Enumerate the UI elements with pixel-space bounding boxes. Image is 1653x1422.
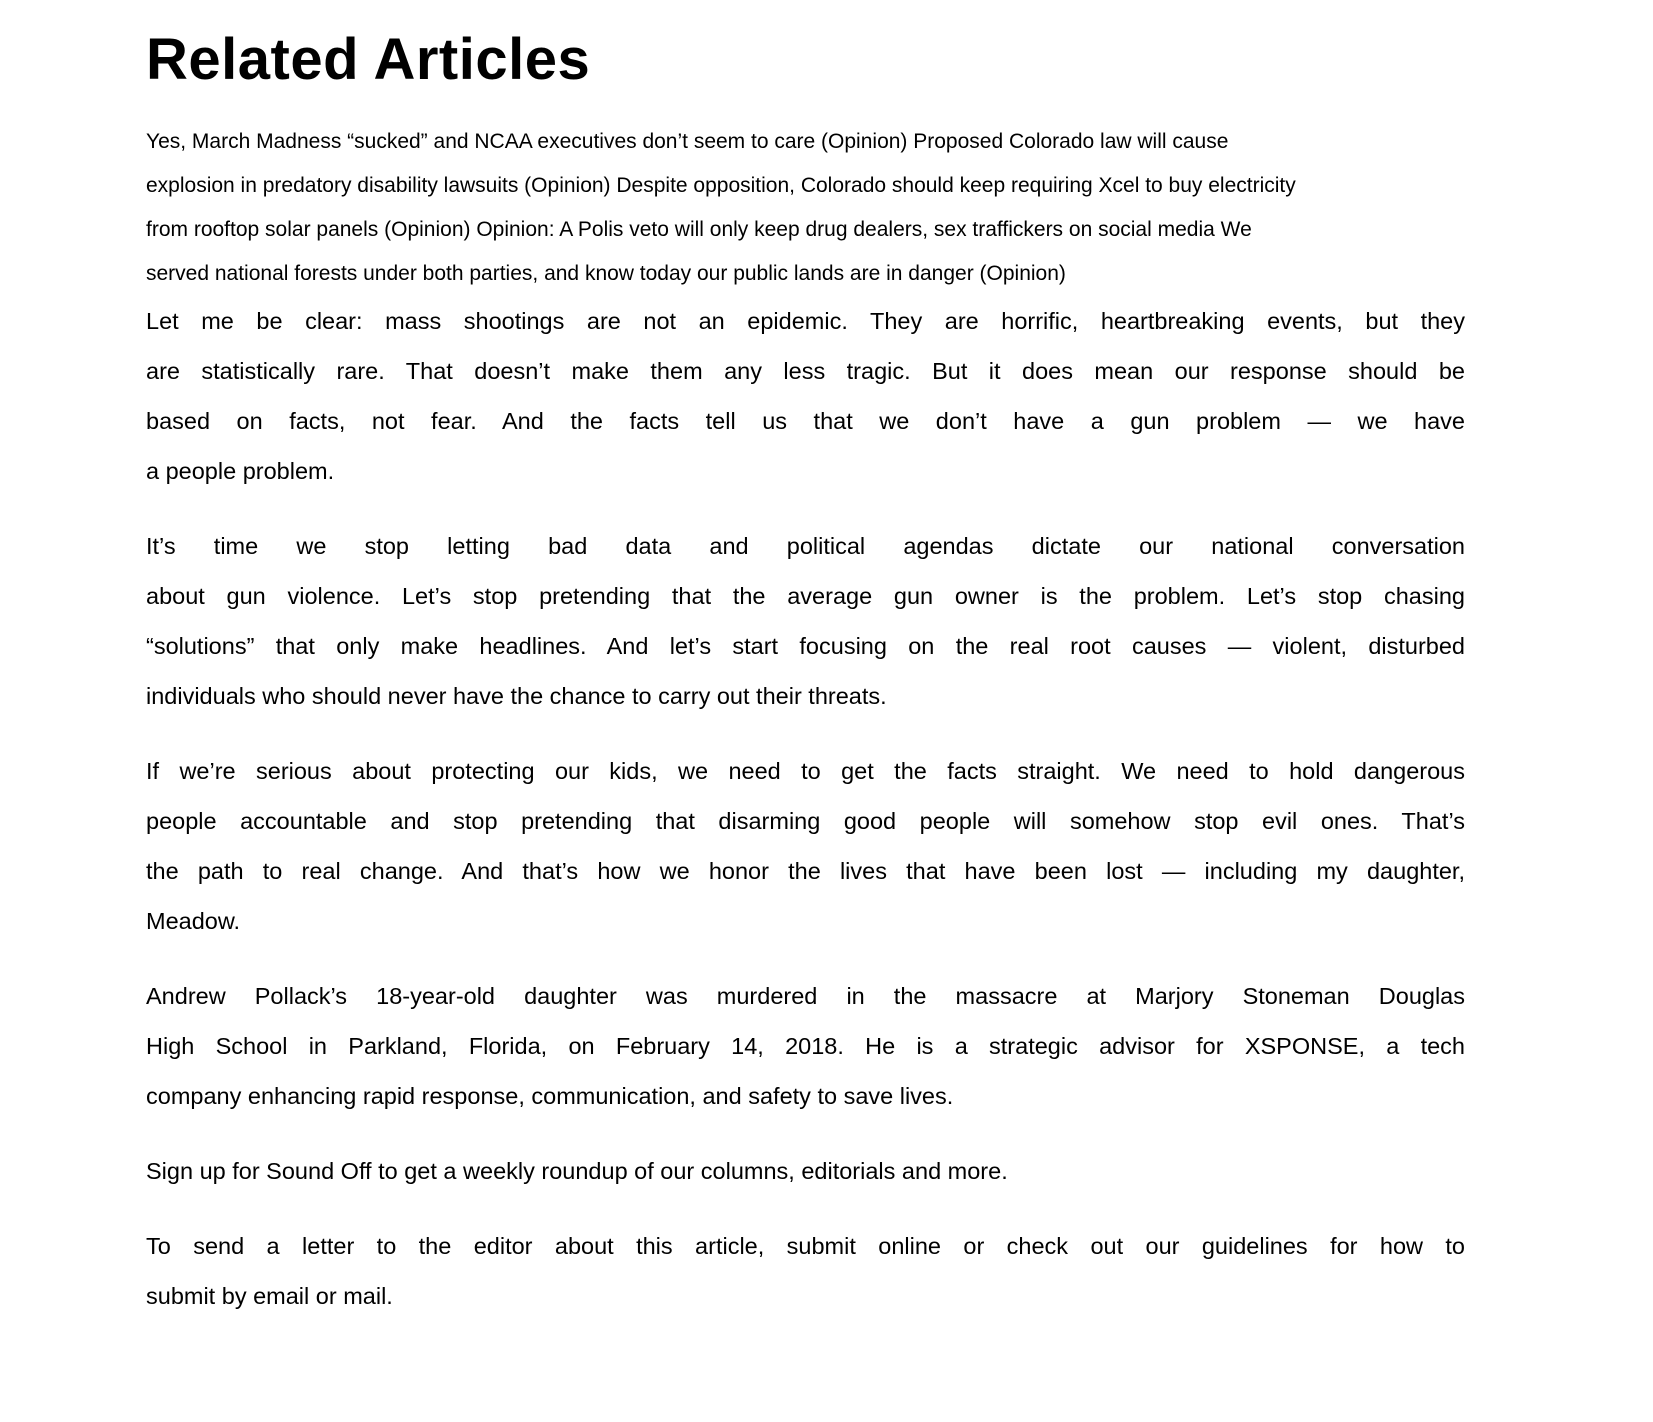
paragraph-line: are statistically rare. That doesn’t make them any less tragic. But it does mean our response should be: [146, 357, 1465, 384]
paragraph-line: Andrew Pollack’s 18-year-old daughter was murdered in the massacre at Marjory Stoneman Douglas: [146, 982, 1465, 1009]
paragraph-line: High School in Parkland, Florida, on February 14, 2018. He is a strategic advisor for XSPONSE, a tech: [146, 1032, 1465, 1059]
related-articles-line: served national forests under both parties, and know today our public lands are in danger (Opinion): [146, 261, 1066, 285]
paragraph-line: Let me be clear: mass shootings are not an epidemic. They are horrific, heartbreaking events, but they: [146, 307, 1465, 334]
paragraph-line: based on facts, not fear. And the facts tell us that we don’t have a gun problem — we have: [146, 407, 1465, 434]
paragraph-line: “solutions” that only make headlines. And let’s start focusing on the real root causes — violent, disturbed: [146, 632, 1465, 659]
body-paragraph: [146, 746, 1465, 946]
related-articles-line: from rooftop solar panels (Opinion) Opinion: A Polis veto will only keep drug dealers, sex traffickers on social media We: [146, 217, 1252, 241]
page-title: Related Articles: [146, 27, 591, 92]
paragraph-line: Sign up for Sound Off to get a weekly roundup of our columns, editorials and more.: [146, 1157, 1008, 1184]
body-paragraph: [146, 521, 1465, 721]
paragraph-line: the path to real change. And that’s how we honor the lives that have been lost — including my daughter,: [146, 857, 1465, 884]
paragraph-line: a people problem.: [146, 457, 335, 484]
article-body: [146, 296, 1465, 1321]
paragraph-line: people accountable and stop pretending that disarming good people will somehow stop evil ones. That’s: [146, 807, 1465, 834]
body-paragraph: [146, 1146, 1465, 1196]
paragraph-line: It’s time we stop letting bad data and political agendas dictate our national conversation: [146, 532, 1465, 559]
related-articles-list: [146, 120, 1465, 296]
body-paragraph: [146, 971, 1465, 1121]
paragraph-line: about gun violence. Let’s stop pretending that the average gun owner is the problem. Let’s stop chasing: [146, 582, 1465, 609]
paragraph-line: company enhancing rapid response, communication, and safety to save lives.: [146, 1082, 954, 1109]
related-articles-line: Yes, March Madness “sucked” and NCAA executives don’t seem to care (Opinion) Proposed Colorado law will cause: [146, 129, 1229, 153]
body-paragraph: [146, 296, 1465, 496]
body-paragraph: [146, 1221, 1465, 1321]
paragraph-line: individuals who should never have the chance to carry out their threats.: [146, 682, 887, 709]
related-articles-line: explosion in predatory disability lawsuits (Opinion) Despite opposition, Colorado should keep requiring Xcel to buy electricity: [146, 173, 1296, 197]
paragraph-line: If we’re serious about protecting our kids, we need to get the facts straight. We need to hold dangerous: [146, 757, 1465, 784]
paragraph-line: submit by email or mail.: [146, 1282, 393, 1309]
paragraph-line: To send a letter to the editor about this article, submit online or check out our guidelines for how to: [146, 1232, 1465, 1259]
paragraph-line: Meadow.: [146, 907, 241, 934]
